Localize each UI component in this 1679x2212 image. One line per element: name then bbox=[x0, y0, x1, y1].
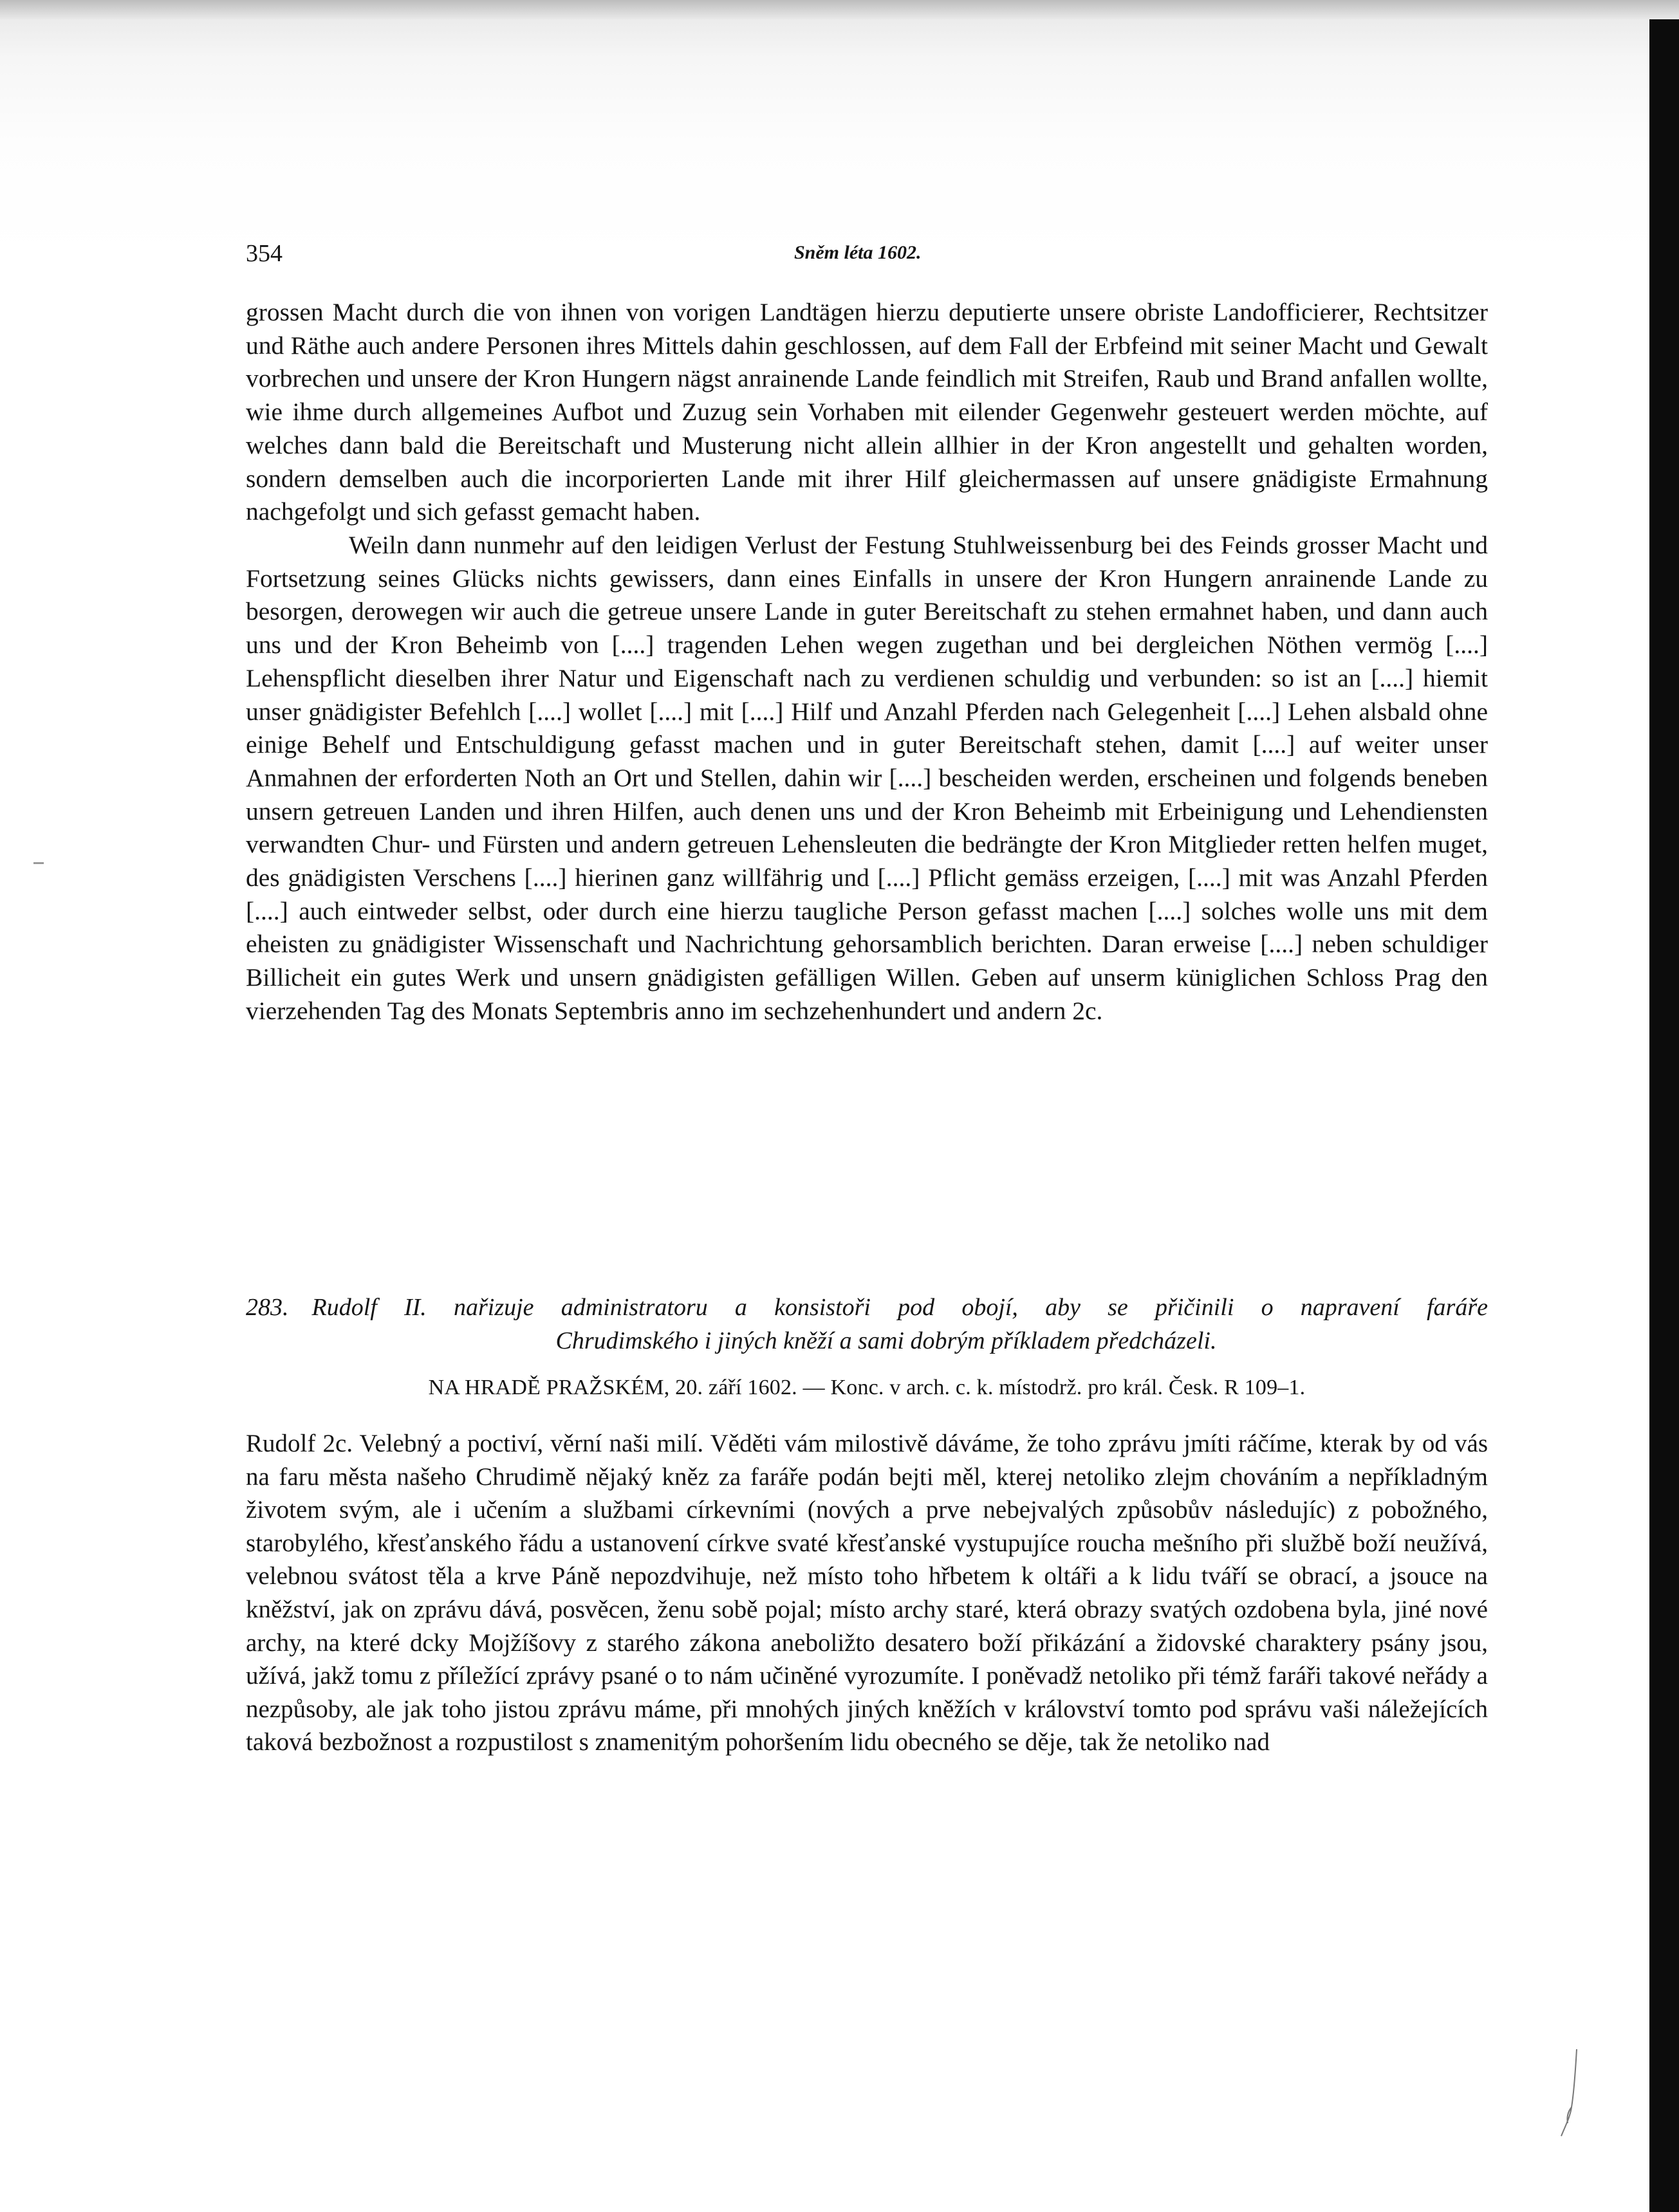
running-title: Sněm léta 1602. bbox=[794, 242, 922, 263]
german-letter-paragraph-2 bbox=[246, 529, 1488, 1028]
document-number: 283. bbox=[246, 1294, 289, 1321]
document-title-line-1: Rudolf II. nařizuje administratoru a konsistoři pod obojí, aby se přičinili o napravení faráře bbox=[311, 1294, 1488, 1321]
running-head bbox=[246, 239, 1488, 272]
german-paragraph-1-text: grossen Macht durch die von ihnen von vorigen Landtägen hierzu deputierte unsere obriste Landofficierer, Rechtsitzer und Räthe auch andere Personen ihres Mittels dahin geschlossen, auf dem Fall der Erbfeind mit seiner Macht und Gewalt vorbrechen und unsere der Kron Hungern nägst anrainende Lande feindlich mit Streifen, Raub und Brand anfallen wollte, wie ihme durch allgemeines Aufbot und Zuzug sein Vorhaben mit eilender Gegenwehr gesteuert werden möchte, auf welches dann bald die Bereitschaft und Musterung nicht allein allhier in der Kron angestellt und gehalten worden, sondern demselben auch die incorporierten Lande mit ihrer Hilf gleichermassen auf unsere gnädigiste Ermahnung nachgefolgt und sich gefasst gemacht haben. bbox=[246, 298, 1488, 526]
pencil-scribble bbox=[1557, 2046, 1583, 2143]
document-title-line-2: Chrudimského i jiných kněží a sami dobrým příkladem předcházeli. bbox=[555, 1327, 1217, 1354]
page-number: 354 bbox=[246, 240, 283, 267]
czech-letter bbox=[246, 1427, 1488, 1759]
german-paragraph-2-text: Weiln dann nunmehr auf den leidigen Verlust der Festung Stuhlweissenburg bei des Feinds grosser Macht und Fortsetzung seines Glücks nichts gewissers, dann eines Einfalls in unsere der Kron Hungern anrainende Lande zu besorgen, derowegen wir auch die getreue unsere Lande in guter Bereitschaft zu stehen ermahnet haben, und dann auch uns und der Kron Beheimb von [....] tragenden Lehen wegen zugethan und bei dergleichen Nöthen vermög [....] Lehenspflicht dieselben ihrer Natur und Eigenschaft nach zu verdienen schuldig und verbunden: so ist an [....] hiemit unser gnädigister Befehlch [....] wollet [....] mit [....] Hilf und Anzahl Pferden nach Gelegenheit [....] Lehen alsbald ohne einige Behelf und Entschuldigung gefasst machen und in guter Bereitschaft stehen, damit [....] auf weiter unser Anmahnen der erforderten Noth an Ort und Stellen, dahin wir [....] bescheiden werden, erscheinen und folgends beneben unsern getreuen Landen und ihren Hilfen, auch denen uns und der Kron Beheimb mit Erbeinigung und Lehendiensten verwandten Chur- und Fürsten und andern getreuen Lehensleuten die bedrängte der Kron Mitglieder retten helfen muget, des gnädigisten Verschens [....] hierinen ganz willfährig und [....] Pflicht gemäss erzeigen, [....] mit was Anzahl Pferden [....] auch eintweder selbst, oder durch eine hierzu taugliche Person gefasst machen [....] solches wolle uns mit dem eheisten zu gnädigister Wissenschaft und Nachrichtung gehorsamblich berichten. Daran erweise [....] neben schuldiger Billicheit ein gutes Werk und unsern gnädigisten gefälligen Willen. Geben auf unserm küniglichen Schloss Prag den vierzehenden Tag des Monats Septembris anno im sechzehenhundert und andern 2c. bbox=[246, 531, 1488, 1025]
scan-right-border bbox=[1649, 19, 1679, 2212]
scan-top-shadow bbox=[0, 0, 1679, 19]
german-letter-paragraph-1 bbox=[246, 296, 1488, 529]
document-heading-line-1 bbox=[246, 1291, 1488, 1324]
czech-letter-text: Rudolf 2c. Velebný a poctiví, věrní naši milí. Věděti vám milostivě dáváme, že toho zprávu jmíti ráčíme, kterak by od vás na faru města našeho Chrudimě nějaký kněz za faráře podán bejti měl, kterej netoliko zlejm chováním a nepříkladným životem svým, ale i učením a službami církevními (nových a prve nebejvalých způsobův následujíc) z pobožného, starobylého, křesťanského řádu a ustanovení církve svaté křesťanské vystupujíce roucha mešního při službě boží neužívá, velebnou svátost těla a krve Páně nepozdvihuje, než místo toho hřbetem k oltáři a k lidu tváří se obrací, a jsouce na kněžství, jak on zprávu dává, posvěcen, ženu sobě pojal; místo archy staré, která obrazy svatých ozdobena byla, jiné nové archy, na které dcky Mojžíšovy z starého zákona aneboližto desatero boží přikázání a židovské charaktery psány jsou, užívá, jakž tomu z příležící zprávy psané o to nám učiněné vyrozumíte. I poněvadž netoliko při témž faráři takové neřády a nezpůsoby, ale jak toho jistou zprávu máme, při mnohých jiných kněžích v království tomto pod správu vaši náležejících taková bezbožnost a rozpustilost s znamenitým pohoršením lidu obecného se děje, tak že netoliko nad bbox=[246, 1430, 1488, 1756]
margin-mark bbox=[33, 862, 44, 864]
document-heading bbox=[246, 1291, 1488, 1358]
document-source-note: NA HRADĚ PRAŽSKÉM, 20. září 1602. — Konc. v arch. c. k. místodrž. pro král. Česk. R 109–1. bbox=[428, 1376, 1306, 1399]
